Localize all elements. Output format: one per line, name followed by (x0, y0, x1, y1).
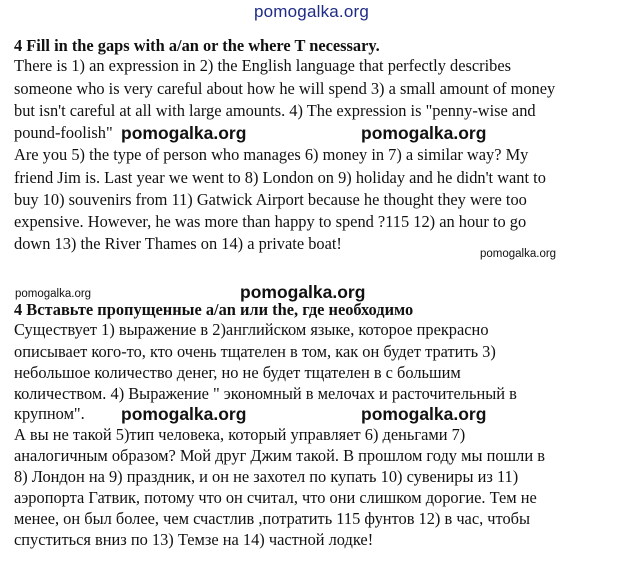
russian-line: описывает кого-то, кто очень тщателен в том, как он будет тратить 3) (14, 342, 496, 361)
russian-line: крупном". (14, 404, 85, 423)
russian-line: небольшое количество денег, но не будет тщателен в с большим (14, 363, 461, 382)
watermark-inline: pomogalka.org (361, 123, 487, 143)
watermark-inline: pomogalka.org (121, 404, 247, 424)
russian-line: аналогичным образом? Мой друг Джим такой. В прошлом году мы пошли в (14, 446, 545, 465)
russian-line: аэропорта Гатвик, потому что он считал, что они слишком дорогие. Тем не (14, 488, 537, 507)
russian-line: Существует 1) выражение в 2)английском языке, которое прекрасно (14, 320, 489, 339)
english-line: There is 1) an expression in 2) the English language that perfectly describes (14, 56, 512, 75)
watermark-inline: pomogalka.org (361, 404, 487, 424)
russian-line: А вы не такой 5)тип человека, который управляет 6) деньгами 7) (14, 425, 466, 444)
english-line: expensive. However, he was more than happy to spend ?115 12) an hour to go (14, 212, 527, 231)
english-line: Are you 5) the type of person who manages 6) money in 7) a similar way? My (14, 145, 529, 164)
english-line: pound-foolish" (14, 123, 113, 142)
russian-line: спуститься вниз по 13) Темзе на 14) частной лодке! (14, 530, 374, 549)
watermark-small: pomogalka.org (480, 248, 557, 260)
russian-line: менее, он был более, чем счастлив ,потратить 115 фунтов 12) в час, чтобы (14, 509, 531, 528)
russian-line: количеством. 4) Выражение " экономный в мелочах и расточительный в (14, 384, 517, 403)
watermark-inline: pomogalka.org (240, 282, 366, 302)
russian-line: 8) Лондон на 9) праздник, и он не захотел по купать 10) сувениры из 11) (14, 467, 519, 486)
english-line: friend Jim is. Last year we went to 8) London on 9) holiday and he didn't want to (14, 168, 546, 187)
english-line: someone who is very careful about how he will spend 3) a small amount of money (14, 79, 556, 98)
english-line: buy 10) souvenirs from 11) Gatwick Airport because he thought they were too (14, 190, 527, 209)
watermark-inline: pomogalka.org (121, 123, 247, 143)
russian-heading: 4 Вставьте пропущенные a/an или the, где необходимо (14, 300, 414, 319)
watermark-small: pomogalka.org (15, 288, 92, 300)
english-line: down 13) the River Thames on 14) a private boat! (14, 234, 342, 253)
watermark-top: pomogalka.org (253, 2, 370, 21)
english-line: but isn't careful at all with large amounts. 4) The expression is "penny-wise and (14, 101, 536, 120)
english-heading: 4 Fill in the gaps with a/an or the where T necessary. (14, 36, 380, 55)
